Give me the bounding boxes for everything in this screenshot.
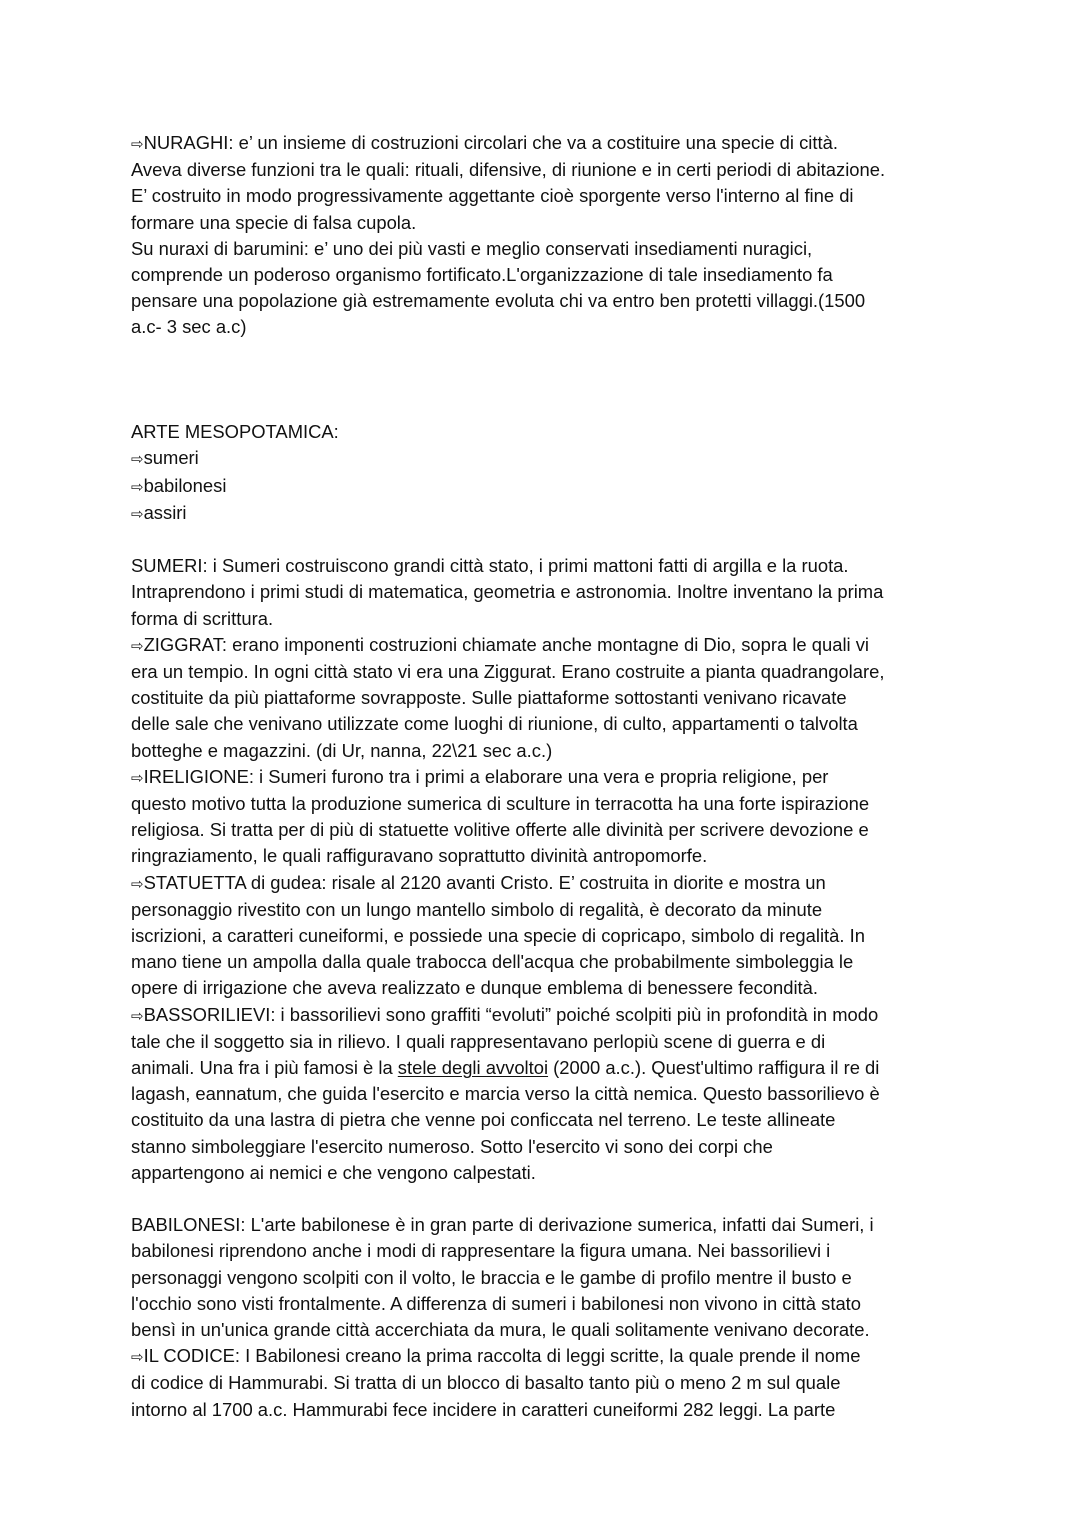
ziggurat-title-line: ZIGGRAT: erano imponenti costruzioni chiamate anche montagne di Dio, sopra le quali vi [143,633,870,655]
text-line: bensì in un'unica grande città accerchiata da mura, le quali solitamente venivano decorate. [131,1319,870,1341]
nuraghi-title-line: NURAGHI: e’ un insieme di costruzioni circolari che va a costituire una specie di città. [143,132,838,153]
section-arte-mesopotamica [131,419,961,527]
text-line: era un tempio. In ogni città stato vi era una Ziggurat. Erano costruite a pianta quadrangolare, [131,661,885,682]
text-line: ringraziamento, le quali raffiguravano soprattutto divinità antropomorfe. [131,845,708,867]
section-babilonesi [131,1212,961,1423]
arrow-right-icon: ⇨ [131,477,144,496]
text-line: intorno al 1700 a.c. Hammurabi fece incidere in caratteri cuneiformi 282 leggi. La parte [131,1398,836,1420]
text-line: delle sale che venivano utilizzate come luoghi di riunione, di culto, appartamenti o talvolta [131,713,858,735]
spacer [131,1186,961,1212]
arrow-right-icon: ⇨ [131,135,144,153]
section-nuraghi [131,130,961,341]
text-line: tale che il soggetto sia in rilievo. I quali rappresentavano perlopiù scene di guerra e di [131,1030,826,1052]
arrow-right-icon: ⇨ [131,768,144,787]
text-line: di codice di Hammurabi. Si tratta di un blocco di basalto tanto più o meno 2 m sul quale [131,1372,841,1394]
text-line: stanno simboleggiare l'esercito numeroso. Sotto l'esercito vi sono dei corpi che [131,1135,773,1157]
text-line: pensare una popolazione già estremamente evoluta chi va entro ben protetti villaggi.(1500 [131,290,866,312]
spacer [131,367,961,393]
text-line: a.c- 3 sec a.c) [131,316,247,338]
list-item: ⇨assiri [131,501,187,523]
text-line: costituite da più piattaforme sovrapposte. Sulle piattaforme sottostanti venivano ricavate [131,687,847,709]
statuetta-title-line: STATUETTA di gudea: risale al 2120 avanti Cristo. E’ costruita in diorite e mostra un [143,871,826,893]
text-line: mano tiene un ampolla dalla quale trabocca dell'acqua che probabilmente simboleggia le [131,951,854,973]
text-line: religiosa. Si tratta per di più di statuette volitive offerte alle divinità per scrivere devozione e [131,819,869,841]
text-line: Aveva diverse funzioni tra le quali: rituali, difensive, di riunione e in certi periodi di abitazione. [131,159,886,181]
spacer [131,393,961,419]
text-line: questo motivo tutta la produzione sumerica di sculture in terracotta ha una forte ispirazione [131,793,870,815]
text-line: iscrizioni, a caratteri cuneiformi, e possiede una specie di copricapo, simbolo di regalità. In [131,925,865,947]
arrow-right-icon: ⇨ [131,636,144,655]
text-line: appartengono ai nemici e che vengono calpestati. [131,1161,536,1183]
religione-title-line: IRELIGIONE: i Sumeri furono tra i primi a elaborare una vera e propria religione, per [143,765,829,787]
text-line: forma di scrittura. [131,607,274,629]
text-line: comprende un poderoso organismo fortificato.L'organizzazione di tale insediamento fa [131,264,833,286]
section-heading: ARTE MESOPOTAMICA: [131,421,339,443]
arrow-right-icon: ⇨ [131,874,144,893]
text-line: opere di irrigazione che aveva realizzato e dunque emblema di benessere fecondità. [131,977,819,999]
text-line: Intraprendono i primi studi di matematica, geometria e astronomia. Inoltre inventano la prima [131,581,884,603]
text-line: Su nuraxi di barumini: e’ uno dei più vasti e meglio conservati insediamenti nuragici, [131,237,813,259]
stele-degli-avvoltoi-link[interactable]: stele degli avvoltoi [397,1057,549,1079]
text-line: BABILONESI: L'arte babilonese è in gran parte di derivazione sumerica, infatti dai Sumeri, i [131,1214,874,1236]
arrow-right-icon: ⇨ [131,1348,144,1367]
codice-title-line: IL CODICE: I Babilonesi creano la prima raccolta di leggi scritte, la quale prende il nome [143,1345,861,1367]
text-line: personaggio rivestito con un lungo mantello simbolo di regalità, è decorato da minute [131,898,823,920]
text-line: animali. Una fra i più famosi è la stele degli avvoltoi (2000 a.c.). Quest'ultimo raffigura il re di [131,1057,880,1079]
text-line: formare una specie di falsa cupola. [131,211,417,233]
text-line: botteghe e magazzini. (di Ur, nanna, 22\21 sec a.c.) [131,739,553,761]
arrow-right-icon: ⇨ [131,450,144,469]
text-line: personaggi vengono scolpiti con il volto, le braccia e le gambe di profilo mentre il busto e [131,1266,852,1288]
text-line: E’ costruito in modo progressivamente aggettante cioè sporgente verso l'interno al fine di [131,185,854,207]
text-line: costituito da una lastra di pietra che venne poi conficcata nel terreno. Le teste allineate [131,1109,836,1131]
document-page [131,130,961,1423]
arrow-right-icon: ⇨ [131,504,144,523]
list-item: ⇨babilonesi [131,474,227,496]
arrow-right-icon: ⇨ [131,1006,144,1025]
text-line: lagash, eannatum, che guida l'esercito e marcia verso la città nemica. Questo bassorilievo è [131,1083,880,1105]
text-line: l'occhio sono visti frontalmente. A differenza di sumeri i babilonesi non vivono in città stato [131,1292,862,1314]
text-line: babilonesi riprendono anche i modi di rappresentare la figura umana. Nei bassorilievi i [131,1240,831,1262]
spacer [131,527,961,553]
spacer [131,341,961,367]
text-line: SUMERI: i Sumeri costruiscono grandi città stato, i primi mattoni fatti di argilla e la ruota. [131,555,849,577]
list-item: ⇨sumeri [131,447,199,469]
section-sumeri [131,553,961,1186]
bassorilievi-title-line: BASSORILIEVI: i bassorilievi sono graffiti “evoluti” poiché scolpiti più in profondità in modo [143,1003,879,1025]
